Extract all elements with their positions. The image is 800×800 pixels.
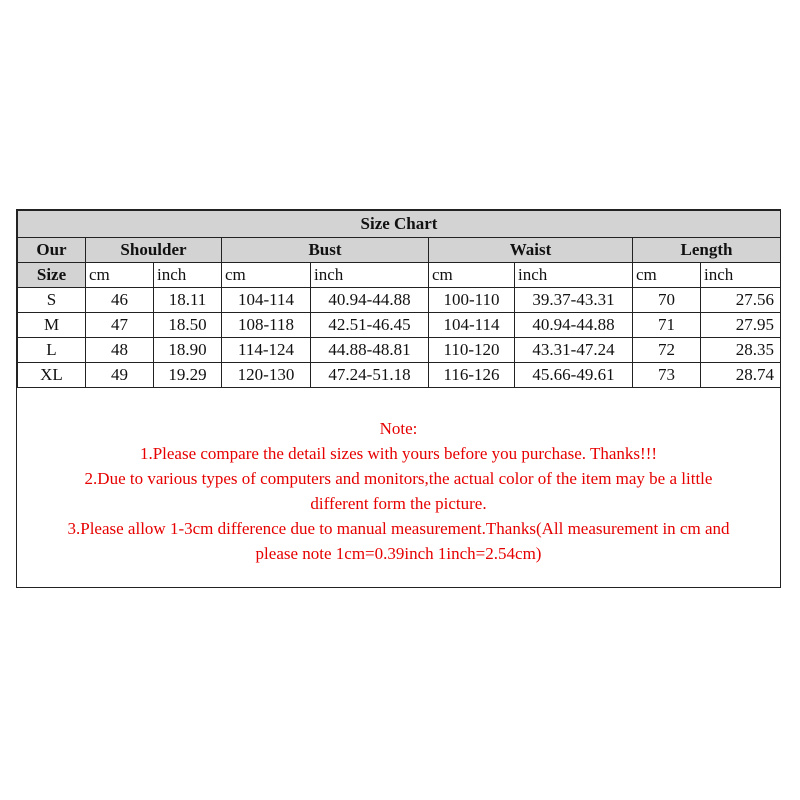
shoulder-inch-cell: 18.50 (154, 313, 222, 338)
group-header-row (18, 238, 781, 263)
size-chart-table (17, 210, 781, 388)
unit-cell: cm (86, 263, 154, 288)
table-row (18, 338, 781, 363)
waist-cm-cell: 116-126 (429, 363, 515, 388)
table-row (18, 313, 781, 338)
bust-header: Bust (222, 238, 429, 263)
waist-cm-cell: 110-120 (429, 338, 515, 363)
shoulder-header: Shoulder (86, 238, 222, 263)
waist-cm-cell: 104-114 (429, 313, 515, 338)
unit-cell: inch (515, 263, 633, 288)
note-line-2a: 2.Due to various types of computers and monitors,the actual color of the item may be a little (84, 469, 713, 488)
shoulder-cm-cell: 46 (86, 288, 154, 313)
unit-cell: inch (701, 263, 781, 288)
size-cell: M (18, 313, 86, 338)
size-chart (16, 209, 781, 588)
bust-inch-cell: 42.51-46.45 (311, 313, 429, 338)
size-cell: XL (18, 363, 86, 388)
bust-inch-cell: 40.94-44.88 (311, 288, 429, 313)
length-cm-cell: 73 (633, 363, 701, 388)
length-cm-cell: 70 (633, 288, 701, 313)
title-row (18, 211, 781, 238)
shoulder-cm-cell: 49 (86, 363, 154, 388)
bust-inch-cell: 47.24-51.18 (311, 363, 429, 388)
note-heading: Note: (379, 419, 418, 438)
note-line-3a: 3.Please allow 1-3cm difference due to manual measurement.Thanks(All measurement in cm and (67, 519, 730, 538)
shoulder-inch-cell: 18.90 (154, 338, 222, 363)
shoulder-cm-cell: 47 (86, 313, 154, 338)
length-inch-cell: 27.56 (701, 288, 781, 313)
table-row (18, 288, 781, 313)
our-size-label: Our (18, 238, 86, 263)
length-cm-cell: 72 (633, 338, 701, 363)
waist-header: Waist (429, 238, 633, 263)
bust-cm-cell: 104-114 (222, 288, 311, 313)
unit-cell: cm (429, 263, 515, 288)
note-line-2b: different form the picture. (310, 494, 487, 513)
length-inch-cell: 27.95 (701, 313, 781, 338)
waist-cm-cell: 100-110 (429, 288, 515, 313)
bust-cm-cell: 108-118 (222, 313, 311, 338)
bust-cm-cell: 114-124 (222, 338, 311, 363)
waist-inch-cell: 40.94-44.88 (515, 313, 633, 338)
size-label: Size (18, 263, 86, 288)
waist-inch-cell: 45.66-49.61 (515, 363, 633, 388)
unit-cell: cm (222, 263, 311, 288)
waist-inch-cell: 43.31-47.24 (515, 338, 633, 363)
table-title: Size Chart (18, 211, 781, 238)
size-cell: S (18, 288, 86, 313)
shoulder-inch-cell: 18.11 (154, 288, 222, 313)
unit-header-row (18, 263, 781, 288)
length-inch-cell: 28.74 (701, 363, 781, 388)
length-cm-cell: 71 (633, 313, 701, 338)
shoulder-cm-cell: 48 (86, 338, 154, 363)
length-inch-cell: 28.35 (701, 338, 781, 363)
size-cell: L (18, 338, 86, 363)
note-block (17, 416, 780, 566)
unit-cell: inch (311, 263, 429, 288)
unit-cell: cm (633, 263, 701, 288)
bust-inch-cell: 44.88-48.81 (311, 338, 429, 363)
shoulder-inch-cell: 19.29 (154, 363, 222, 388)
length-header: Length (633, 238, 781, 263)
waist-inch-cell: 39.37-43.31 (515, 288, 633, 313)
note-line-1: 1.Please compare the detail sizes with yours before you purchase. Thanks!!! (139, 444, 658, 463)
note-line-3b: please note 1cm=0.39inch 1inch=2.54cm) (255, 544, 542, 563)
bust-cm-cell: 120-130 (222, 363, 311, 388)
table-row (18, 363, 781, 388)
unit-cell: inch (154, 263, 222, 288)
